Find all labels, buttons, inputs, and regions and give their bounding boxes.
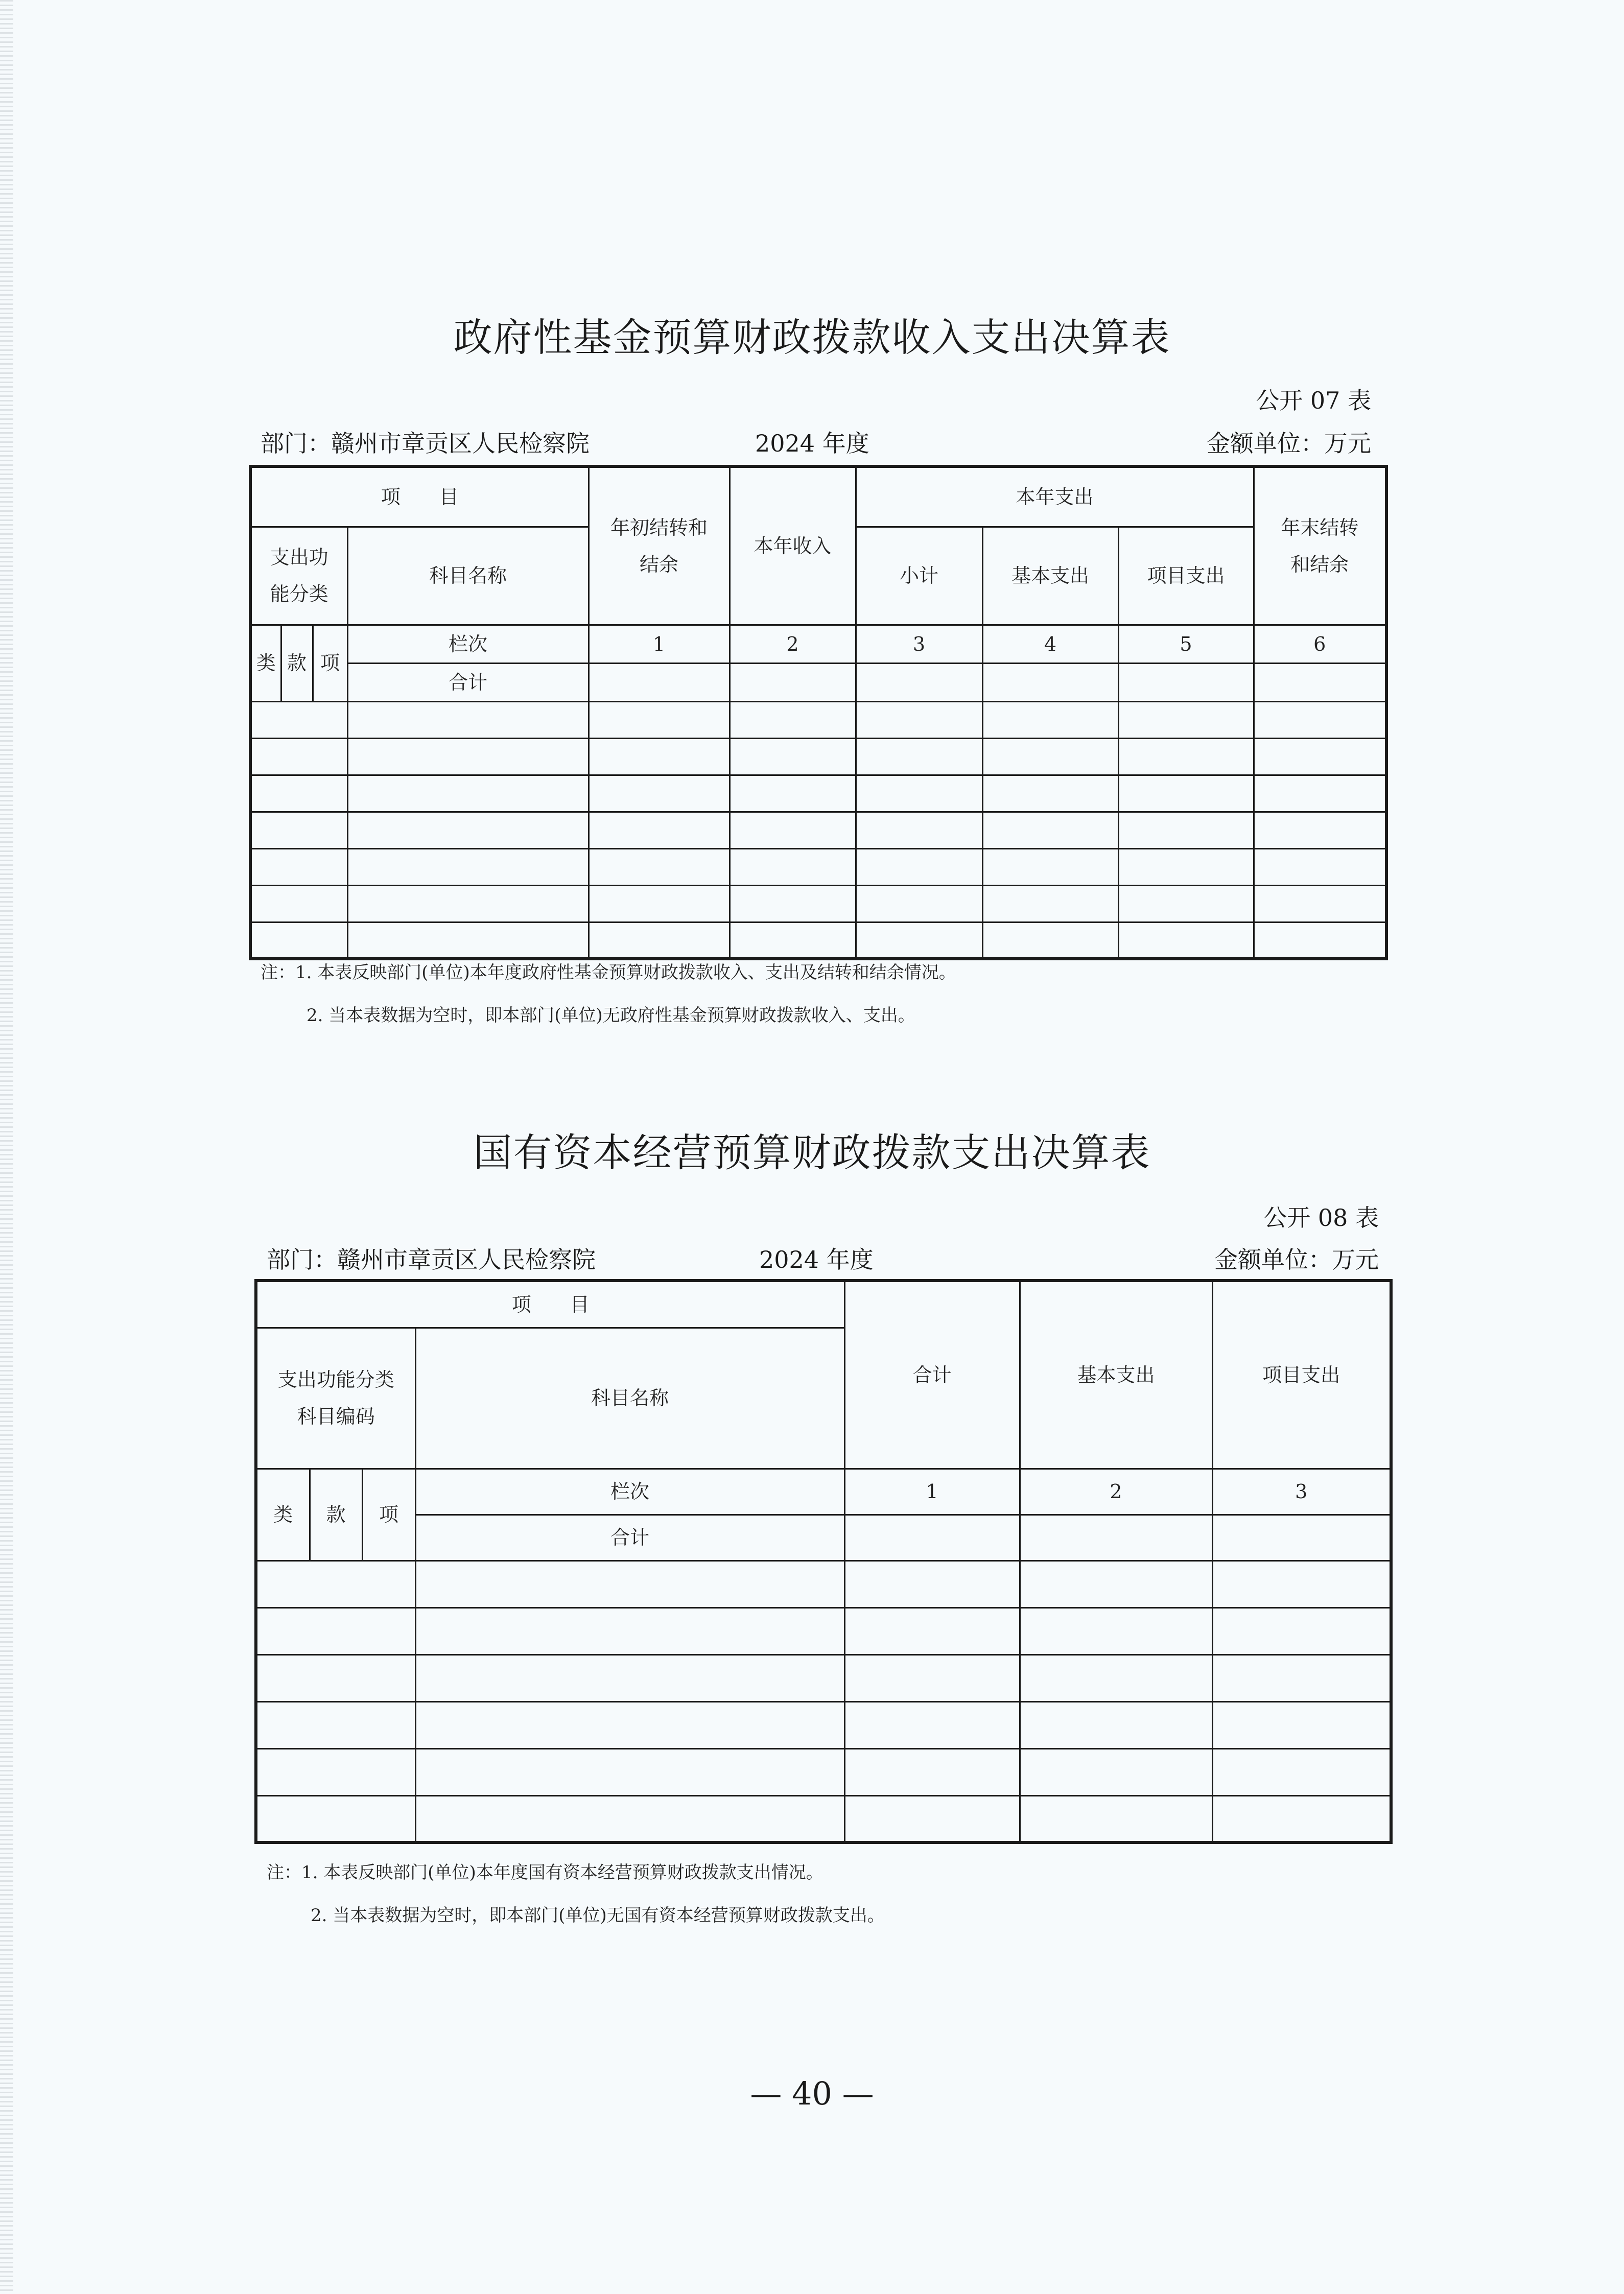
header-subtotal: 小计 [856, 527, 982, 625]
table08-note-2: 2. 当本表数据为空时，即本部门(单位)无国有资本经营预算财政拨款支出。 [311, 1905, 885, 1926]
header-lei: 类 [250, 625, 281, 701]
table07-note-1: 注：1. 本表反映部门(单位)本年度政府性基金预算财政拨款收入、支出及结转和结余情况。 [261, 962, 956, 983]
table-cell [729, 663, 856, 701]
table08-unit: 金额单位：万元 [1214, 1246, 1379, 1273]
column-seq-label: 栏次 [347, 625, 589, 663]
table-cell [1212, 1515, 1391, 1560]
table-row [250, 812, 1386, 848]
total-row-label: 合计 [415, 1515, 844, 1560]
table-cell [1254, 663, 1386, 701]
table-row [256, 1795, 1391, 1842]
table07-unit: 金额单位：万元 [1207, 430, 1371, 457]
column-seq-label: 栏次 [415, 1469, 844, 1515]
header-item: 项 目 [256, 1281, 844, 1328]
header-opening: 年初结转和结余 [589, 466, 729, 625]
table-cell [856, 663, 982, 701]
table-row [256, 1654, 1391, 1701]
table-cell [982, 663, 1118, 701]
header-project: 项目支出 [1212, 1281, 1391, 1469]
page-number: — 40 — [750, 2075, 874, 2112]
table-cell [844, 1515, 1020, 1560]
header-func-class: 支出功能分类 [250, 527, 347, 625]
table-row [256, 1607, 1391, 1654]
header-closing: 年末结转和结余 [1254, 466, 1386, 625]
header-subject-code: 科目编码 [297, 1405, 375, 1428]
header-lei: 类 [256, 1469, 310, 1560]
table-cell [1020, 1515, 1212, 1560]
table08-year: 2024 年度 [759, 1246, 874, 1273]
column-number: 2 [729, 625, 856, 663]
table07-dept: 部门：赣州市章贡区人民检察院 [261, 430, 590, 457]
header-income: 本年收入 [729, 466, 856, 625]
table-row [250, 775, 1386, 812]
table07-code: 公开 07 表 [1256, 387, 1371, 414]
table-row [250, 922, 1386, 959]
column-number: 5 [1118, 625, 1254, 663]
header-total-col: 合计 [844, 1281, 1020, 1469]
header-subject-name: 科目名称 [415, 1328, 844, 1469]
header-expense: 本年支出 [856, 466, 1254, 527]
column-number: 6 [1254, 625, 1386, 663]
header-func-class: 支出功能分类 [277, 1368, 394, 1391]
table-row [250, 885, 1386, 922]
header-func-class-code [256, 1328, 415, 1469]
header-kuan: 款 [281, 625, 313, 701]
table-row [256, 1701, 1391, 1748]
column-number: 2 [1020, 1469, 1212, 1515]
table08-note-1: 注：1. 本表反映部门(单位)本年度国有资本经营预算财政拨款支出情况。 [267, 1862, 823, 1883]
table08-dept: 部门：赣州市章贡区人民检察院 [267, 1246, 596, 1273]
table-row [256, 1748, 1391, 1795]
table07-title: 政府性基金预算财政拨款收入支出决算表 [453, 315, 1171, 360]
table08-code: 公开 08 表 [1263, 1204, 1379, 1232]
column-number: 1 [844, 1469, 1020, 1515]
table-row [250, 701, 1386, 738]
table07-note-2: 2. 当本表数据为空时，即本部门(单位)无政府性基金预算财政拨款收入、支出。 [307, 1005, 915, 1026]
column-number: 1 [589, 625, 729, 663]
column-number: 4 [982, 625, 1118, 663]
table07-year: 2024 年度 [755, 430, 869, 457]
header-item: 项 目 [250, 466, 589, 527]
column-number: 3 [856, 625, 982, 663]
table08-title: 国有资本经营预算财政拨款支出决算表 [473, 1130, 1151, 1175]
header-kuan: 款 [310, 1469, 362, 1560]
header-subject-name: 科目名称 [347, 527, 589, 625]
header-xiang: 项 [313, 625, 347, 701]
total-row-label: 合计 [347, 663, 589, 701]
table-cell [589, 663, 729, 701]
table07-grid [249, 465, 1388, 960]
table-cell [1118, 663, 1254, 701]
table08-grid [254, 1279, 1393, 1844]
header-project: 项目支出 [1118, 527, 1254, 625]
header-xiang: 项 [362, 1469, 415, 1560]
table-row [250, 848, 1386, 885]
table-row [250, 738, 1386, 775]
header-basic: 基本支出 [982, 527, 1118, 625]
column-number: 3 [1212, 1469, 1391, 1515]
header-basic: 基本支出 [1020, 1281, 1212, 1469]
table-row [256, 1560, 1391, 1607]
